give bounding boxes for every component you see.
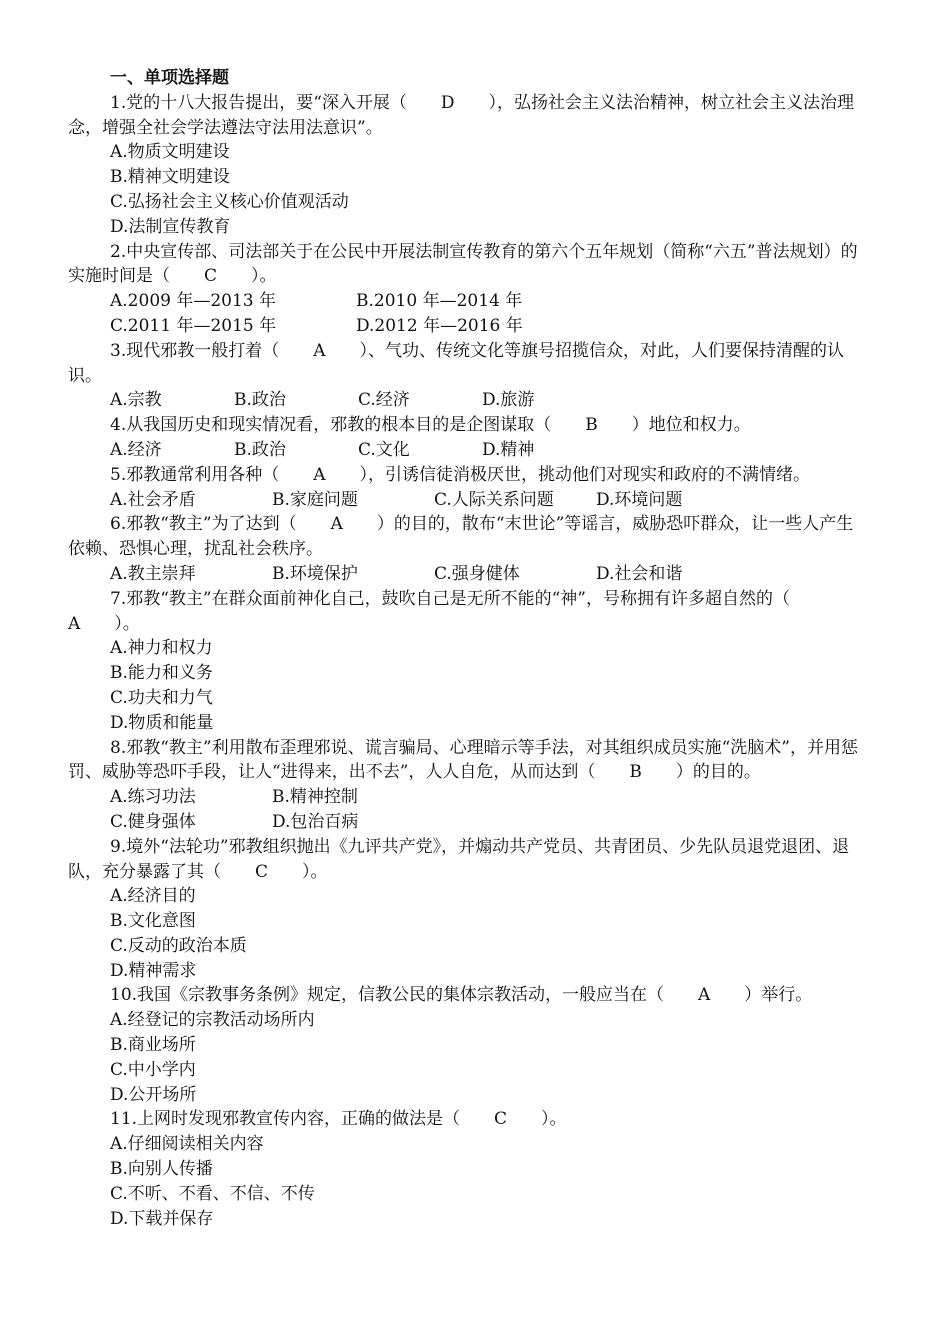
option: B.家庭问题 — [272, 489, 358, 510]
option: D.物质和能量 — [110, 712, 214, 733]
option: C.中小学内 — [110, 1059, 196, 1080]
option: D.公开场所 — [110, 1084, 197, 1105]
question-1: 1.党的十八大报告提出，要“深入开展（ D ），弘扬社会主义法治精神，树立社会主义法治理念，增强全社会学法遵法守法用法意识”。 — [68, 92, 855, 138]
option-row — [68, 289, 868, 314]
option: A.物质文明建设 — [110, 142, 230, 163]
option: D.社会和谐 — [596, 563, 683, 584]
option: B.政治 — [234, 390, 286, 411]
option-row — [68, 785, 868, 810]
option: C.2011 年—2015 年 — [110, 315, 277, 336]
option: D.下载并保存 — [110, 1208, 214, 1229]
option: A.仔细阅读相关内容 — [110, 1134, 264, 1155]
document-page — [68, 66, 868, 1231]
option: A.经登记的宗教活动场所内 — [110, 1010, 315, 1031]
option: B.环境保护 — [272, 563, 358, 584]
question-10: 10.我国《宗教事务条例》规定，信教公民的集体宗教活动，一般应当在（ A ）举行。 — [110, 985, 813, 1006]
option: C.文化 — [358, 439, 410, 460]
option: B.2010 年—2014 年 — [356, 291, 523, 312]
option-row — [68, 810, 868, 835]
option: A.神力和权力 — [110, 638, 213, 659]
question-9: 9.境外“法轮功”邪教组织抛出《九评共产党》，并煽动共产党员、共青团员、少先队员退党退团、退队，充分暴露了其（ C ）。 — [68, 836, 850, 882]
option: C.人际关系问题 — [434, 489, 554, 510]
option: C.健身强体 — [110, 811, 196, 832]
option: D.精神需求 — [110, 960, 197, 981]
option: C.强身健体 — [434, 563, 520, 584]
option: C.经济 — [358, 390, 410, 411]
option: D.精神 — [482, 439, 535, 460]
option: B.精神文明建设 — [110, 167, 230, 188]
question-3: 3.现代邪教一般打着（ A ）、气功、传统文化等旗号招揽信众，对此，人们要保持清醒的认识。 — [68, 340, 844, 386]
option-row — [68, 488, 868, 513]
option: C.不听、不看、不信、不传 — [110, 1183, 315, 1204]
option-row — [68, 388, 868, 413]
question-11: 11.上网时发现邪教宣传内容，正确的做法是（ C ）。 — [110, 1109, 567, 1130]
option: A.经济 — [110, 439, 162, 460]
option: B.能力和义务 — [110, 663, 213, 684]
option: B.商业场所 — [110, 1035, 196, 1056]
option: B.向别人传播 — [110, 1159, 213, 1180]
option: A.宗教 — [110, 390, 162, 411]
option: D.2012 年—2016 年 — [356, 315, 523, 336]
option: A.练习功法 — [110, 787, 196, 808]
option-row — [68, 438, 868, 463]
option: B.政治 — [234, 439, 286, 460]
option: B.精神控制 — [272, 787, 358, 808]
question-7: 7.邪教“教主”在群众面前神化自己，鼓吹自己是无所不能的“神”，号称拥有许多超自然的（ A ）。 — [68, 588, 824, 634]
option-row — [68, 562, 868, 587]
option: A.经济目的 — [110, 886, 196, 907]
option: A.2009 年—2013 年 — [110, 291, 277, 312]
option: A.教主崇拜 — [110, 563, 196, 584]
option: B.文化意图 — [110, 911, 196, 932]
option: C.弘扬社会主义核心价值观活动 — [110, 191, 349, 212]
option: C.功夫和力气 — [110, 687, 213, 708]
option: C.反动的政治本质 — [110, 935, 247, 956]
question-4: 4.从我国历史和现实情况看，邪教的根本目的是企图谋取（ B ）地位和权力。 — [110, 415, 751, 436]
option: D.法制宣传教育 — [110, 216, 231, 237]
question-6: 6.邪教“教主”为了达到（ A ）的目的，散布“末世论”等谣言，威胁恐吓群众，让一些人产生依赖、恐惧心理，扰乱社会秩序。 — [68, 514, 854, 560]
option: D.环境问题 — [596, 489, 683, 510]
option: A.社会矛盾 — [110, 489, 196, 510]
section-title: 一、单项选择题 — [110, 68, 229, 88]
question-2: 2.中央宣传部、司法部关于在公民中开展法制宣传教育的第六个五年规划（简称“六五”普法规划）的实施时间是（ C ）。 — [68, 241, 858, 287]
option: D.包治百病 — [272, 811, 359, 832]
question-8: 8.邪教“教主”利用散布歪理邪说、谎言骗局、心理暗示等手法，对其组织成员实施“洗脑术”，并用惩罚、威胁等恐吓手段，让人“进得来，出不去”，人人自危，从而达到（ B ）的目的。 — [68, 737, 858, 783]
question-5: 5.邪教通常利用各种（ A ），引诱信徒消极厌世，挑动他们对现实和政府的不满情绪。 — [110, 464, 810, 485]
option: D.旅游 — [482, 390, 535, 411]
option-row — [68, 314, 868, 339]
